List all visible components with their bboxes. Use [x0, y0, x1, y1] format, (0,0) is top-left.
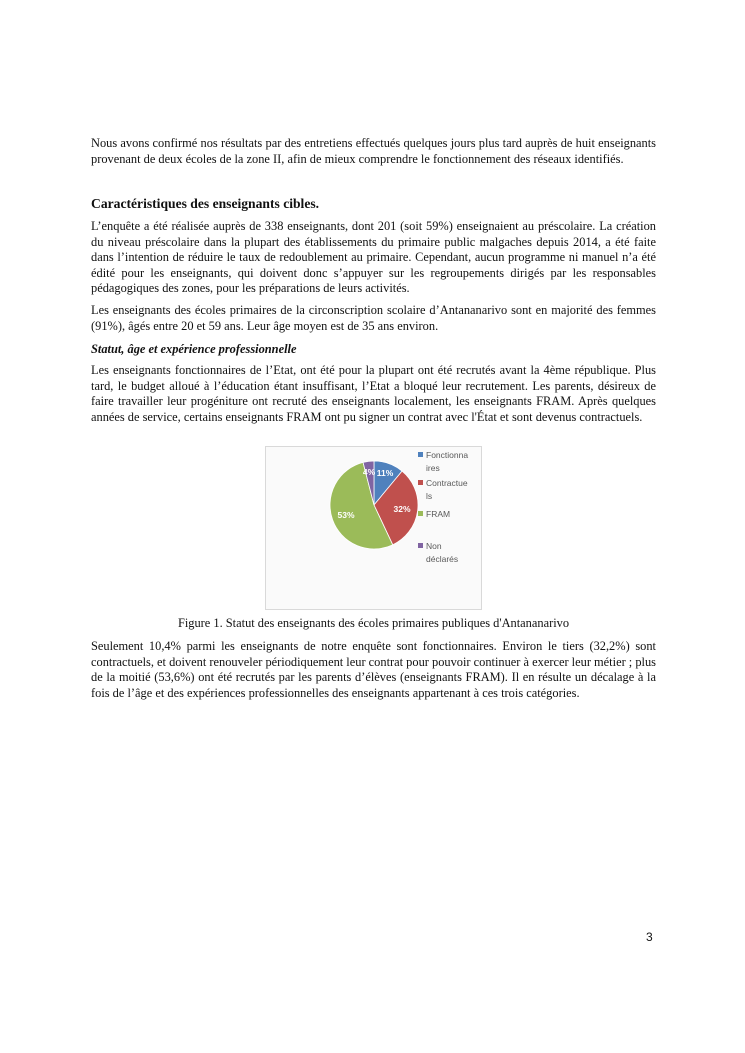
legend-label-contractuels: ls — [426, 491, 433, 501]
pie-label-non_declares: 4% — [362, 467, 376, 477]
legend-swatch-fonctionnaires — [418, 452, 423, 457]
legend-swatch-non_declares — [418, 543, 423, 548]
section-heading: Caractéristiques des enseignants cibles. — [91, 196, 320, 211]
paragraph-demographics: Les enseignants des écoles primaires de la circonscription scolaire d’Antananarivo sont en majorité des femmes (91%), âgés entre 20 et 59 ans. Leur âge moyen est de 35 ans environ. — [91, 303, 656, 333]
pie-label-fonctionnaires: 11% — [376, 468, 394, 478]
intro-paragraph: Nous avons confirmé nos résultats par des entretiens effectués quelques jours plus tard auprès de huit enseignants provenant de deux écoles de la zone II, afin de mieux comprendre le fonctionnement des réseaux identifiés. — [91, 136, 656, 166]
figure-caption: Figure 1. Statut des enseignants des écoles primaires publiques d'Antananarivo — [177, 616, 570, 630]
subsection-heading: Statut, âge et expérience professionnelle — [91, 342, 297, 356]
legend-label-fonctionnaires: ires — [426, 463, 440, 473]
pie-label-contractuels: 32% — [393, 504, 411, 514]
legend-swatch-contractuels — [418, 480, 423, 485]
paragraph-survey: L’enquête a été réalisée auprès de 338 enseignants, dont 201 (soit 59%) enseignaient au préscolaire. La création du niveau préscolaire dans la plupart des établissements du primaire public malgaches depuis 2014, a été faite dans l’intention de réduire le taux de redoublement au primaire. Cependant, aucun programme ni manuel n’a été édité pour les enseignants, qui doivent donc s’appuyer sur les regroupements dirigés par les responsables pédagogiques des zones, pour les préparations de leurs activités. — [91, 219, 656, 296]
paragraph-results: Seulement 10,4% parmi les enseignants de notre enquête sont fonctionnaires. Environ le tiers (32,2%) sont contractuels, et doivent renouveler périodiquement leur contrat pour pouvoir continuer à exercer leur métier ; plus de la moitié (53,6%) ont été recrutés par les parents d’élèves (enseignants FRAM). Il en résulte un décalage à la fois de l’âge et des expériences professionnelles des enseignants appartenant à ces trois catégories. — [91, 639, 656, 700]
page-number: 3 — [646, 930, 653, 944]
legend-swatch-fram — [418, 511, 423, 516]
pie-chart-svg — [266, 447, 481, 609]
legend-label-non_declares: Non — [426, 541, 442, 551]
legend-label-non_declares: déclarés — [426, 554, 459, 564]
legend-label-fram: FRAM — [426, 509, 451, 519]
pie-label-fram: 53% — [337, 510, 355, 520]
legend-label-contractuels: Contractue — [426, 478, 468, 488]
paragraph-status: Les enseignants fonctionnaires de l’Etat, ont été pour la plupart ont été recrutés avant la 4ème république. Plus tard, le budget alloué à l’éducation étant insuffisant, l’Etat a bloqué leur recrutement. Les parents, désireux de faire travailler leur progéniture ont recruté des enseignants localement, les enseignants FRAM. Après quelques années de service, certains enseignants FRAM ont pu signer un contrat avec l'État et sont devenus contractuels. — [91, 363, 656, 424]
pie-chart — [265, 446, 482, 610]
legend-label-fonctionnaires: Fonctionna — [426, 450, 469, 460]
